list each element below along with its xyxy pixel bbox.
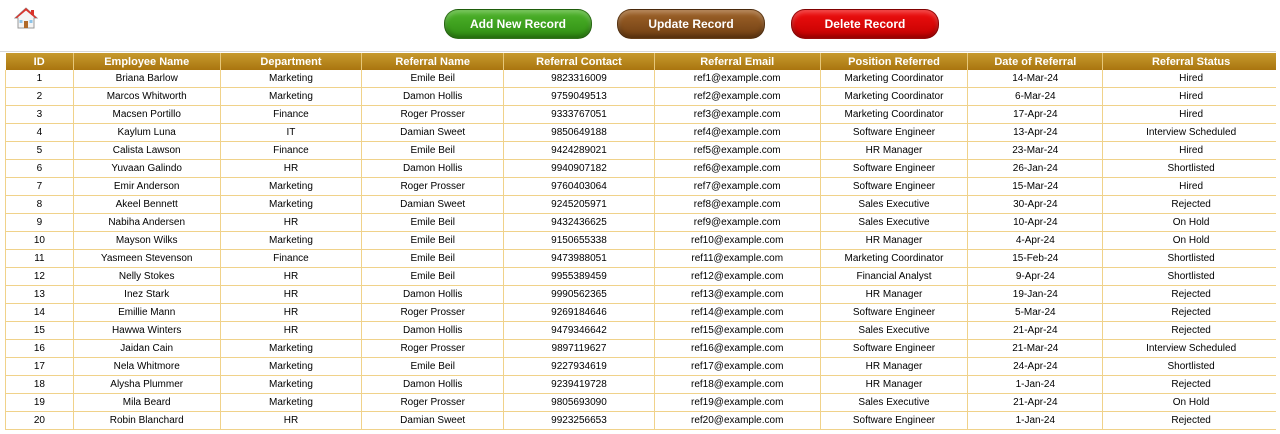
referral-table [5, 53, 1280, 430]
cell-referral-status[interactable]: Shortlisted [1103, 358, 1280, 376]
table-row[interactable] [6, 322, 1280, 340]
cell-position-referred[interactable]: Marketing Coordinator [820, 88, 968, 106]
cell-referral-status[interactable]: Interview Scheduled [1103, 340, 1280, 358]
cell-referral-contact[interactable]: 9955389459 [504, 268, 655, 286]
table-row[interactable] [6, 412, 1280, 430]
cell-referral-name[interactable]: Roger Prosser [362, 394, 504, 412]
cell-referral-name[interactable]: Emile Beil [362, 214, 504, 232]
cell-referral-contact[interactable]: 9990562365 [504, 286, 655, 304]
table-row[interactable] [6, 88, 1280, 106]
cell-employee-name[interactable]: Nelly Stokes [73, 268, 220, 286]
table-row[interactable] [6, 340, 1280, 358]
cell-position-referred[interactable]: Software Engineer [820, 304, 968, 322]
cell-id[interactable]: 15 [6, 322, 74, 340]
cell-department[interactable]: Marketing [220, 376, 362, 394]
cell-position-referred[interactable]: HR Manager [820, 142, 968, 160]
cell-employee-name[interactable]: Mila Beard [73, 394, 220, 412]
cell-referral-status[interactable]: Rejected [1103, 322, 1280, 340]
cell-department[interactable]: Marketing [220, 178, 362, 196]
cell-position-referred[interactable]: Software Engineer [820, 160, 968, 178]
cell-department[interactable]: Marketing [220, 394, 362, 412]
cell-referral-contact[interactable]: 9227934619 [504, 358, 655, 376]
table-row[interactable] [6, 376, 1280, 394]
cell-date-of-referral[interactable]: 13-Apr-24 [968, 124, 1103, 142]
cell-id[interactable]: 7 [6, 178, 74, 196]
cell-referral-contact[interactable]: 9333767051 [504, 106, 655, 124]
cell-date-of-referral[interactable]: 23-Mar-24 [968, 142, 1103, 160]
column-header-referral-name[interactable]: Referral Name [362, 53, 504, 70]
table-row[interactable] [6, 286, 1280, 304]
cell-referral-status[interactable]: Rejected [1103, 286, 1280, 304]
column-header-position-referred[interactable]: Position Referred [820, 53, 968, 70]
cell-id[interactable]: 17 [6, 358, 74, 376]
cell-referral-email[interactable]: ref16@example.com [654, 340, 820, 358]
cell-referral-name[interactable]: Roger Prosser [362, 304, 504, 322]
cell-referral-contact[interactable]: 9245205971 [504, 196, 655, 214]
cell-referral-status[interactable]: Hired [1103, 88, 1280, 106]
add-new-record-button[interactable]: Add New Record [444, 9, 592, 39]
cell-department[interactable]: HR [220, 214, 362, 232]
cell-referral-contact[interactable]: 9473988051 [504, 250, 655, 268]
cell-employee-name[interactable]: Calista Lawson [73, 142, 220, 160]
update-record-button[interactable]: Update Record [617, 9, 765, 39]
cell-referral-email[interactable]: ref15@example.com [654, 322, 820, 340]
cell-employee-name[interactable]: Robin Blanchard [73, 412, 220, 430]
cell-position-referred[interactable]: Marketing Coordinator [820, 250, 968, 268]
cell-employee-name[interactable]: Emillie Mann [73, 304, 220, 322]
cell-department[interactable]: Marketing [220, 340, 362, 358]
cell-referral-status[interactable]: Rejected [1103, 304, 1280, 322]
table-row[interactable] [6, 124, 1280, 142]
cell-referral-name[interactable]: Damon Hollis [362, 160, 504, 178]
cell-referral-status[interactable]: Hired [1103, 106, 1280, 124]
table-row[interactable] [6, 70, 1280, 88]
cell-referral-email[interactable]: ref6@example.com [654, 160, 820, 178]
cell-department[interactable]: HR [220, 322, 362, 340]
cell-date-of-referral[interactable]: 17-Apr-24 [968, 106, 1103, 124]
table-row[interactable] [6, 358, 1280, 376]
cell-position-referred[interactable]: Sales Executive [820, 394, 968, 412]
cell-referral-contact[interactable]: 9823316009 [504, 70, 655, 88]
cell-department[interactable]: Marketing [220, 358, 362, 376]
cell-referral-name[interactable]: Emile Beil [362, 70, 504, 88]
cell-id[interactable]: 4 [6, 124, 74, 142]
scroll-edge [1276, 0, 1280, 434]
cell-department[interactable]: HR [220, 304, 362, 322]
cell-referral-contact[interactable]: 9805693090 [504, 394, 655, 412]
column-header-referral-contact[interactable]: Referral Contact [504, 53, 655, 70]
home-icon[interactable] [14, 7, 38, 29]
cell-date-of-referral[interactable]: 15-Mar-24 [968, 178, 1103, 196]
cell-date-of-referral[interactable]: 10-Apr-24 [968, 214, 1103, 232]
cell-id[interactable]: 8 [6, 196, 74, 214]
cell-department[interactable]: Finance [220, 106, 362, 124]
cell-referral-email[interactable]: ref9@example.com [654, 214, 820, 232]
cell-referral-name[interactable]: Emile Beil [362, 142, 504, 160]
cell-id[interactable]: 6 [6, 160, 74, 178]
cell-referral-status[interactable]: Shortlisted [1103, 160, 1280, 178]
cell-referral-contact[interactable]: 9150655338 [504, 232, 655, 250]
cell-referral-contact[interactable]: 9239419728 [504, 376, 655, 394]
column-header-date-of-referral[interactable]: Date of Referral [968, 53, 1103, 70]
cell-referral-email[interactable]: ref12@example.com [654, 268, 820, 286]
cell-position-referred[interactable]: HR Manager [820, 286, 968, 304]
cell-id[interactable]: 11 [6, 250, 74, 268]
cell-employee-name[interactable]: Nabiha Andersen [73, 214, 220, 232]
cell-position-referred[interactable]: Marketing Coordinator [820, 70, 968, 88]
cell-referral-contact[interactable]: 9432436625 [504, 214, 655, 232]
cell-id[interactable]: 16 [6, 340, 74, 358]
cell-referral-email[interactable]: ref13@example.com [654, 286, 820, 304]
cell-referral-contact[interactable]: 9940907182 [504, 160, 655, 178]
cell-referral-name[interactable]: Damian Sweet [362, 124, 504, 142]
table-body [6, 70, 1280, 430]
cell-referral-email[interactable]: ref5@example.com [654, 142, 820, 160]
cell-department[interactable]: Marketing [220, 232, 362, 250]
cell-employee-name[interactable]: Alysha Plummer [73, 376, 220, 394]
cell-id[interactable]: 1 [6, 70, 74, 88]
column-header-referral-status[interactable]: Referral Status [1103, 53, 1280, 70]
cell-referral-contact[interactable]: 9923256653 [504, 412, 655, 430]
cell-employee-name[interactable]: Macsen Portillo [73, 106, 220, 124]
cell-referral-name[interactable]: Damon Hollis [362, 322, 504, 340]
cell-date-of-referral[interactable]: 15-Feb-24 [968, 250, 1103, 268]
cell-referral-contact[interactable]: 9479346642 [504, 322, 655, 340]
cell-date-of-referral[interactable]: 21-Apr-24 [968, 322, 1103, 340]
cell-referral-email[interactable]: ref4@example.com [654, 124, 820, 142]
referral-table-container [5, 53, 1280, 430]
cell-referral-email[interactable]: ref20@example.com [654, 412, 820, 430]
cell-department[interactable]: HR [220, 160, 362, 178]
cell-referral-contact[interactable]: 9897119627 [504, 340, 655, 358]
cell-employee-name[interactable]: Akeel Bennett [73, 196, 220, 214]
sheet-divider [0, 51, 1280, 52]
cell-referral-contact[interactable]: 9760403064 [504, 178, 655, 196]
cell-id[interactable]: 14 [6, 304, 74, 322]
cell-referral-name[interactable]: Damon Hollis [362, 88, 504, 106]
column-header-id[interactable]: ID [6, 53, 74, 70]
cell-id[interactable]: 9 [6, 214, 74, 232]
table-row[interactable] [6, 268, 1280, 286]
cell-date-of-referral[interactable]: 14-Mar-24 [968, 70, 1103, 88]
table-row[interactable] [6, 250, 1280, 268]
cell-employee-name[interactable]: Kaylum Luna [73, 124, 220, 142]
cell-employee-name[interactable]: Mayson Wilks [73, 232, 220, 250]
cell-referral-name[interactable]: Roger Prosser [362, 106, 504, 124]
cell-referral-status[interactable]: Hired [1103, 70, 1280, 88]
cell-department[interactable]: Finance [220, 250, 362, 268]
cell-date-of-referral[interactable]: 5-Mar-24 [968, 304, 1103, 322]
cell-employee-name[interactable]: Jaidan Cain [73, 340, 220, 358]
table-header-row [6, 53, 1280, 70]
cell-referral-email[interactable]: ref11@example.com [654, 250, 820, 268]
cell-referral-contact[interactable]: 9850649188 [504, 124, 655, 142]
cell-referral-status[interactable]: On Hold [1103, 394, 1280, 412]
cell-date-of-referral[interactable]: 19-Jan-24 [968, 286, 1103, 304]
cell-referral-status[interactable]: Rejected [1103, 412, 1280, 430]
cell-referral-name[interactable]: Roger Prosser [362, 340, 504, 358]
cell-referral-name[interactable]: Emile Beil [362, 232, 504, 250]
cell-referral-email[interactable]: ref17@example.com [654, 358, 820, 376]
column-header-department[interactable]: Department [220, 53, 362, 70]
cell-position-referred[interactable]: Sales Executive [820, 214, 968, 232]
cell-referral-status[interactable]: On Hold [1103, 214, 1280, 232]
cell-date-of-referral[interactable]: 4-Apr-24 [968, 232, 1103, 250]
cell-referral-status[interactable]: Rejected [1103, 196, 1280, 214]
cell-department[interactable]: Marketing [220, 88, 362, 106]
cell-employee-name[interactable]: Briana Barlow [73, 70, 220, 88]
cell-date-of-referral[interactable]: 6-Mar-24 [968, 88, 1103, 106]
cell-date-of-referral[interactable]: 24-Apr-24 [968, 358, 1103, 376]
cell-referral-status[interactable]: On Hold [1103, 232, 1280, 250]
cell-date-of-referral[interactable]: 26-Jan-24 [968, 160, 1103, 178]
cell-department[interactable]: Marketing [220, 70, 362, 88]
cell-referral-email[interactable]: ref1@example.com [654, 70, 820, 88]
cell-department[interactable]: HR [220, 412, 362, 430]
cell-position-referred[interactable]: Financial Analyst [820, 268, 968, 286]
table-row[interactable] [6, 394, 1280, 412]
cell-referral-email[interactable]: ref19@example.com [654, 394, 820, 412]
cell-referral-email[interactable]: ref10@example.com [654, 232, 820, 250]
cell-date-of-referral[interactable]: 30-Apr-24 [968, 196, 1103, 214]
toolbar [0, 0, 1280, 52]
cell-referral-contact[interactable]: 9269184646 [504, 304, 655, 322]
cell-date-of-referral[interactable]: 1-Jan-24 [968, 376, 1103, 394]
cell-id[interactable]: 13 [6, 286, 74, 304]
cell-id[interactable]: 10 [6, 232, 74, 250]
cell-position-referred[interactable]: Software Engineer [820, 412, 968, 430]
cell-department[interactable]: IT [220, 124, 362, 142]
cell-referral-email[interactable]: ref7@example.com [654, 178, 820, 196]
cell-referral-email[interactable]: ref18@example.com [654, 376, 820, 394]
cell-employee-name[interactable]: Inez Stark [73, 286, 220, 304]
cell-id[interactable]: 19 [6, 394, 74, 412]
cell-position-referred[interactable]: HR Manager [820, 376, 968, 394]
column-header-referral-email[interactable]: Referral Email [654, 53, 820, 70]
cell-referral-status[interactable]: Shortlisted [1103, 250, 1280, 268]
cell-referral-contact[interactable]: 9759049513 [504, 88, 655, 106]
cell-position-referred[interactable]: Sales Executive [820, 196, 968, 214]
cell-referral-email[interactable]: ref3@example.com [654, 106, 820, 124]
cell-referral-status[interactable]: Hired [1103, 142, 1280, 160]
cell-department[interactable]: HR [220, 286, 362, 304]
cell-position-referred[interactable]: Software Engineer [820, 178, 968, 196]
cell-position-referred[interactable]: Software Engineer [820, 124, 968, 142]
table-row[interactable] [6, 304, 1280, 322]
cell-id[interactable]: 18 [6, 376, 74, 394]
cell-referral-name[interactable]: Emile Beil [362, 358, 504, 376]
table-row[interactable] [6, 178, 1280, 196]
cell-date-of-referral[interactable]: 1-Jan-24 [968, 412, 1103, 430]
column-header-employee-name[interactable]: Employee Name [73, 53, 220, 70]
cell-position-referred[interactable]: HR Manager [820, 358, 968, 376]
table-row[interactable] [6, 160, 1280, 178]
cell-referral-status[interactable]: Rejected [1103, 376, 1280, 394]
table-row[interactable] [6, 106, 1280, 124]
cell-id[interactable]: 3 [6, 106, 74, 124]
table-row[interactable] [6, 232, 1280, 250]
cell-employee-name[interactable]: Nela Whitmore [73, 358, 220, 376]
cell-position-referred[interactable]: Sales Executive [820, 322, 968, 340]
cell-referral-contact[interactable]: 9424289021 [504, 142, 655, 160]
cell-employee-name[interactable]: Hawwa Winters [73, 322, 220, 340]
cell-department[interactable]: Finance [220, 142, 362, 160]
cell-id[interactable]: 2 [6, 88, 74, 106]
cell-referral-name[interactable]: Damon Hollis [362, 286, 504, 304]
cell-employee-name[interactable]: Yuvaan Galindo [73, 160, 220, 178]
cell-referral-name[interactable]: Roger Prosser [362, 178, 504, 196]
cell-date-of-referral[interactable]: 21-Mar-24 [968, 340, 1103, 358]
cell-referral-status[interactable]: Hired [1103, 178, 1280, 196]
cell-id[interactable]: 5 [6, 142, 74, 160]
cell-employee-name[interactable]: Marcos Whitworth [73, 88, 220, 106]
cell-date-of-referral[interactable]: 9-Apr-24 [968, 268, 1103, 286]
cell-referral-email[interactable]: ref8@example.com [654, 196, 820, 214]
cell-department[interactable]: Marketing [220, 196, 362, 214]
cell-position-referred[interactable]: Marketing Coordinator [820, 106, 968, 124]
cell-referral-name[interactable]: Damian Sweet [362, 196, 504, 214]
cell-referral-status[interactable]: Interview Scheduled [1103, 124, 1280, 142]
table-row[interactable] [6, 214, 1280, 232]
cell-referral-email[interactable]: ref2@example.com [654, 88, 820, 106]
cell-employee-name[interactable]: Emir Anderson [73, 178, 220, 196]
cell-id[interactable]: 12 [6, 268, 74, 286]
table-row[interactable] [6, 196, 1280, 214]
cell-id[interactable]: 20 [6, 412, 74, 430]
cell-referral-name[interactable]: Emile Beil [362, 250, 504, 268]
cell-referral-email[interactable]: ref14@example.com [654, 304, 820, 322]
cell-referral-name[interactable]: Damian Sweet [362, 412, 504, 430]
cell-referral-name[interactable]: Damon Hollis [362, 376, 504, 394]
cell-position-referred[interactable]: Software Engineer [820, 340, 968, 358]
delete-record-button[interactable]: Delete Record [791, 9, 939, 39]
cell-department[interactable]: HR [220, 268, 362, 286]
cell-referral-status[interactable]: Shortlisted [1103, 268, 1280, 286]
cell-date-of-referral[interactable]: 21-Apr-24 [968, 394, 1103, 412]
table-row[interactable] [6, 142, 1280, 160]
cell-referral-name[interactable]: Emile Beil [362, 268, 504, 286]
cell-position-referred[interactable]: HR Manager [820, 232, 968, 250]
cell-employee-name[interactable]: Yasmeen Stevenson [73, 250, 220, 268]
